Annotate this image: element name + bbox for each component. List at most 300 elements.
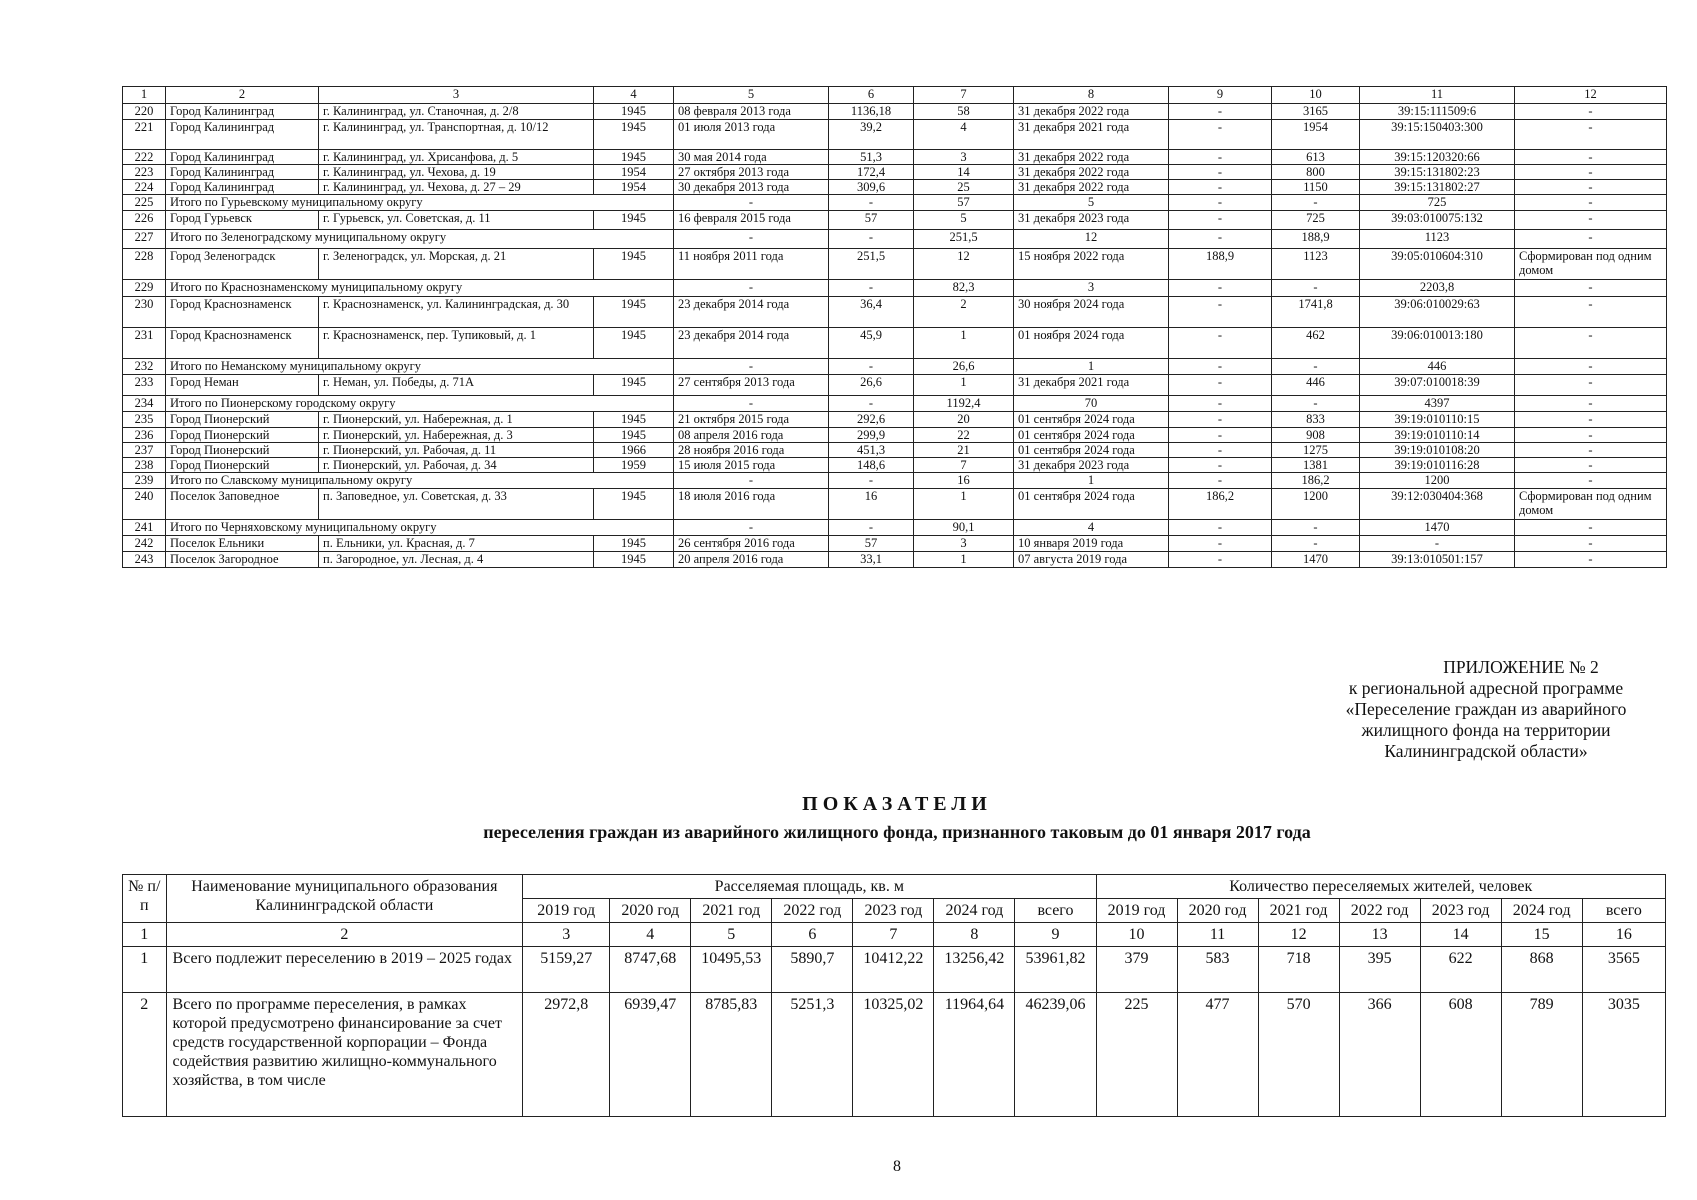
table-cell: 31 декабря 2022 года: [1014, 104, 1169, 120]
area-value: 13256,42: [934, 947, 1015, 993]
column-number: 14: [1420, 923, 1501, 947]
table-cell: 3165: [1272, 104, 1360, 120]
table-cell: 186,2: [1169, 489, 1272, 520]
table-cell: 1945: [594, 552, 674, 568]
table-cell: -: [674, 359, 829, 375]
table-row: [123, 120, 1667, 150]
table-cell: -: [829, 230, 914, 249]
table-cell: 82,3: [914, 280, 1014, 297]
table-row: [123, 993, 1666, 1117]
table-cell: 243: [123, 552, 166, 568]
table-cell: -: [1169, 428, 1272, 443]
table-cell: -: [1272, 359, 1360, 375]
table-cell: -: [674, 230, 829, 249]
table-cell: -: [1515, 412, 1667, 428]
table-cell: -: [1515, 297, 1667, 328]
column-number: 6: [772, 923, 853, 947]
table-cell: 1470: [1272, 552, 1360, 568]
table-row: [123, 489, 1667, 520]
table-cell: 235: [123, 412, 166, 428]
year-header: 2021 год: [1258, 899, 1339, 923]
appendix-title: ПРИЛОЖЕНИЕ № 2: [1443, 657, 1599, 677]
table-cell: 39:15:131802:23: [1360, 165, 1515, 180]
appendix-line: к региональной адресной программе: [1348, 678, 1624, 698]
table-cell: -: [1515, 458, 1667, 473]
subtotal-label: Итого по Зеленоградскому муниципальному округу: [166, 230, 674, 249]
table-cell: -: [1169, 280, 1272, 297]
column-number: 5: [674, 87, 829, 104]
column-number: 12: [1258, 923, 1339, 947]
table-cell: 239: [123, 473, 166, 489]
table-cell: -: [1169, 297, 1272, 328]
table-cell: г. Калининград, ул. Транспортная, д. 10/12: [319, 120, 594, 150]
table-cell: 240: [123, 489, 166, 520]
table-cell: 3: [1014, 280, 1169, 297]
table-cell: 613: [1272, 150, 1360, 165]
table-cell: -: [1515, 180, 1667, 195]
column-number: 1: [123, 87, 166, 104]
column-number-row: [123, 87, 1667, 104]
table-cell: 1192,4: [914, 396, 1014, 412]
subtotal-label: Итого по Славскому муниципальному округу: [166, 473, 674, 489]
table-cell: Город Калининград: [166, 104, 319, 120]
appendix-line: жилищного фонда на территории: [1361, 720, 1611, 740]
column-number: 9: [1169, 87, 1272, 104]
table-cell: г. Пионерский, ул. Набережная, д. 3: [319, 428, 594, 443]
subtotal-row: [123, 195, 1667, 211]
table-cell: 30 мая 2014 года: [674, 150, 829, 165]
table-cell: -: [1515, 328, 1667, 359]
table-cell: 33,1: [829, 552, 914, 568]
table-cell: 1: [914, 328, 1014, 359]
table-cell: 20 апреля 2016 года: [674, 552, 829, 568]
column-number: 16: [1582, 923, 1665, 947]
table-cell: -: [1169, 375, 1272, 396]
table-cell: 233: [123, 375, 166, 396]
page-subtitle: переселения граждан из аварийного жилищного фонда, признанного таковым до 01 января 2017 года: [483, 822, 1311, 842]
area-value: 10412,22: [853, 947, 934, 993]
subtotal-label: Итого по Черняховскому муниципальному округу: [166, 520, 674, 536]
table-cell: 1: [1014, 359, 1169, 375]
table-cell: 4: [1014, 520, 1169, 536]
table-cell: 148,6: [829, 458, 914, 473]
table-cell: 1945: [594, 489, 674, 520]
table-cell: 20: [914, 412, 1014, 428]
table-cell: 241: [123, 520, 166, 536]
table-cell: 292,6: [829, 412, 914, 428]
table-cell: 39:12:030404:368: [1360, 489, 1515, 520]
table-cell: 39:19:010108:20: [1360, 443, 1515, 458]
people-value: 477: [1177, 993, 1258, 1117]
table-cell: 232: [123, 359, 166, 375]
year-header: 2023 год: [853, 899, 934, 923]
table-cell: 309,6: [829, 180, 914, 195]
table-cell: 16 февраля 2015 года: [674, 211, 829, 230]
people-value: 3565: [1582, 947, 1665, 993]
column-number: 11: [1177, 923, 1258, 947]
table-cell: 57: [829, 211, 914, 230]
table-cell: -: [1169, 195, 1272, 211]
table-row: [123, 328, 1667, 359]
table-cell: 220: [123, 104, 166, 120]
table-cell: г. Гурьевск, ул. Советская, д. 11: [319, 211, 594, 230]
table-cell: 1741,8: [1272, 297, 1360, 328]
column-number: 3: [319, 87, 594, 104]
year-header: 2022 год: [1339, 899, 1420, 923]
table-cell: 27 октября 2013 года: [674, 165, 829, 180]
area-value: 53961,82: [1015, 947, 1096, 993]
year-header: 2023 год: [1420, 899, 1501, 923]
table-cell: -: [1272, 536, 1360, 552]
table-cell: 299,9: [829, 428, 914, 443]
table-cell: 39,2: [829, 120, 914, 150]
table-cell: 251,5: [829, 249, 914, 280]
table-cell: -: [1272, 520, 1360, 536]
table-cell: 1: [914, 552, 1014, 568]
table-cell: 1945: [594, 211, 674, 230]
table-cell: 800: [1272, 165, 1360, 180]
table-cell: -: [829, 520, 914, 536]
table-cell: -: [829, 280, 914, 297]
table-cell: 1150: [1272, 180, 1360, 195]
area-value: 5159,27: [523, 947, 610, 993]
header-area: Расселяемая площадь, кв. м: [523, 875, 1096, 899]
subtotal-label: Итого по Пионерскому городскому округу: [166, 396, 674, 412]
table-cell: 39:06:010029:63: [1360, 297, 1515, 328]
table-cell: 07 августа 2019 года: [1014, 552, 1169, 568]
table-row: [123, 428, 1667, 443]
table-cell: 58: [914, 104, 1014, 120]
people-value: 570: [1258, 993, 1339, 1117]
header-num: № п/п: [123, 875, 167, 923]
column-number: 6: [829, 87, 914, 104]
table-cell: 31 декабря 2023 года: [1014, 211, 1169, 230]
table-cell: 39:19:010110:15: [1360, 412, 1515, 428]
table-cell: 1945: [594, 328, 674, 359]
subtotal-row: [123, 230, 1667, 249]
column-number: 2: [166, 923, 523, 947]
table-cell: 1470: [1360, 520, 1515, 536]
table-cell: -: [1515, 211, 1667, 230]
column-number: 13: [1339, 923, 1420, 947]
table-cell: 01 сентября 2024 года: [1014, 412, 1169, 428]
area-value: 8747,68: [610, 947, 691, 993]
table-row: [123, 165, 1667, 180]
table-cell: -: [829, 195, 914, 211]
table-cell: -: [1169, 552, 1272, 568]
subtotal-label: Итого по Гурьевскому муниципальному округу: [166, 195, 674, 211]
table-row: [123, 104, 1667, 120]
table-cell: 39:15:131802:27: [1360, 180, 1515, 195]
table-cell: -: [1515, 195, 1667, 211]
table-cell: 01 сентября 2024 года: [1014, 443, 1169, 458]
people-value: 608: [1420, 993, 1501, 1117]
table-cell: 18 июля 2016 года: [674, 489, 829, 520]
table-cell: Город Калининград: [166, 180, 319, 195]
table-row: [123, 297, 1667, 328]
table-row: [123, 412, 1667, 428]
table-cell: -: [1169, 443, 1272, 458]
table-cell: 1123: [1272, 249, 1360, 280]
people-value: 366: [1339, 993, 1420, 1117]
table-row: [123, 375, 1667, 396]
column-number: 10: [1096, 923, 1177, 947]
table-cell: 1966: [594, 443, 674, 458]
table-cell: Город Пионерский: [166, 412, 319, 428]
column-number: 4: [594, 87, 674, 104]
table-cell: 1123: [1360, 230, 1515, 249]
table-cell: 21: [914, 443, 1014, 458]
table-cell: 12: [1014, 230, 1169, 249]
table-cell: -: [1515, 428, 1667, 443]
area-value: 5890,7: [772, 947, 853, 993]
table-cell: -: [1515, 280, 1667, 297]
table-row: [123, 211, 1667, 230]
table-cell: 39:03:010075:132: [1360, 211, 1515, 230]
table-cell: 01 сентября 2024 года: [1014, 428, 1169, 443]
table-cell: 1954: [594, 165, 674, 180]
table-cell: 57: [829, 536, 914, 552]
year-header: 2022 год: [772, 899, 853, 923]
table-cell: -: [1169, 328, 1272, 359]
table-cell: 1: [1014, 473, 1169, 489]
table-row: [123, 458, 1667, 473]
subtotal-label: Итого по Краснознаменскому муниципальному округу: [166, 280, 674, 297]
table-cell: Город Гурьевск: [166, 211, 319, 230]
table-cell: п. Загородное, ул. Лесная, д. 4: [319, 552, 594, 568]
table-cell: 12: [914, 249, 1014, 280]
table-cell: Поселок Загородное: [166, 552, 319, 568]
table-cell: -: [1169, 412, 1272, 428]
table-cell: 30 ноября 2024 года: [1014, 297, 1169, 328]
table-cell: 70: [1014, 396, 1169, 412]
table-cell: -: [1515, 150, 1667, 165]
subtotal-row: [123, 396, 1667, 412]
appendix-heading: [1300, 657, 1672, 762]
column-number: 15: [1501, 923, 1582, 947]
table-cell: г. Пионерский, ул. Рабочая, д. 34: [319, 458, 594, 473]
table-cell: -: [829, 396, 914, 412]
table-cell: 39:15:111509:6: [1360, 104, 1515, 120]
table-cell: 45,9: [829, 328, 914, 359]
column-number: 12: [1515, 87, 1667, 104]
column-number: 11: [1360, 87, 1515, 104]
table-cell: Город Неман: [166, 375, 319, 396]
column-number: 2: [166, 87, 319, 104]
people-value: 718: [1258, 947, 1339, 993]
area-value: 5251,3: [772, 993, 853, 1117]
table-cell: 2: [914, 297, 1014, 328]
subtotal-row: [123, 520, 1667, 536]
table-cell: -: [1515, 520, 1667, 536]
table-cell: Поселок Ельники: [166, 536, 319, 552]
indicators-table: [122, 874, 1666, 1117]
table-cell: 36,4: [829, 297, 914, 328]
table-cell: 39:19:010110:14: [1360, 428, 1515, 443]
table-cell: 30 декабря 2013 года: [674, 180, 829, 195]
table-cell: 1136,18: [829, 104, 914, 120]
table-cell: 26 сентября 2016 года: [674, 536, 829, 552]
table-row: [123, 150, 1667, 165]
table-cell: 231: [123, 328, 166, 359]
table-cell: 7: [914, 458, 1014, 473]
header-row-numbers: [123, 923, 1666, 947]
row-number: 2: [123, 993, 167, 1117]
table-row: [123, 249, 1667, 280]
table-cell: 57: [914, 195, 1014, 211]
table-cell: 725: [1360, 195, 1515, 211]
table-cell: 1945: [594, 120, 674, 150]
table-cell: 725: [1272, 211, 1360, 230]
table-cell: 1: [914, 375, 1014, 396]
table-cell: -: [1169, 165, 1272, 180]
table-cell: Город Пионерский: [166, 428, 319, 443]
table-cell: -: [674, 473, 829, 489]
table-cell: -: [1169, 150, 1272, 165]
table-cell: -: [1515, 359, 1667, 375]
table-cell: 228: [123, 249, 166, 280]
table-cell: -: [1169, 520, 1272, 536]
table-cell: 39:19:010116:28: [1360, 458, 1515, 473]
table-cell: Город Калининград: [166, 165, 319, 180]
table-cell: 23 декабря 2014 года: [674, 328, 829, 359]
table-cell: 39:07:010018:39: [1360, 375, 1515, 396]
column-number: 1: [123, 923, 167, 947]
table-cell: 28 ноября 2016 года: [674, 443, 829, 458]
table-cell: 14: [914, 165, 1014, 180]
people-value: 395: [1339, 947, 1420, 993]
table-cell: 1959: [594, 458, 674, 473]
table-cell: 01 ноября 2024 года: [1014, 328, 1169, 359]
column-number: 7: [914, 87, 1014, 104]
people-value: 3035: [1582, 993, 1665, 1117]
table-cell: 1200: [1272, 489, 1360, 520]
table-cell: -: [674, 396, 829, 412]
table-cell: 15 ноября 2022 года: [1014, 249, 1169, 280]
table-cell: 242: [123, 536, 166, 552]
table-cell: 01 июля 2013 года: [674, 120, 829, 150]
table-cell: 226: [123, 211, 166, 230]
table-cell: 251,5: [914, 230, 1014, 249]
table-cell: 1200: [1360, 473, 1515, 489]
table-cell: 5: [914, 211, 1014, 230]
table-cell: -: [1169, 120, 1272, 150]
table-cell: г. Зеленоградск, ул. Морская, д. 21: [319, 249, 594, 280]
table-cell: 221: [123, 120, 166, 150]
table-cell: -: [1515, 443, 1667, 458]
table-cell: Город Калининград: [166, 120, 319, 150]
table-cell: -: [829, 473, 914, 489]
table-cell: 3: [914, 150, 1014, 165]
table-cell: 833: [1272, 412, 1360, 428]
table-cell: 90,1: [914, 520, 1014, 536]
year-header: 2019 год: [1096, 899, 1177, 923]
table-cell: 4: [914, 120, 1014, 150]
table-cell: 172,4: [829, 165, 914, 180]
column-number: 4: [610, 923, 691, 947]
table-cell: 1945: [594, 412, 674, 428]
table-cell: Город Калининград: [166, 150, 319, 165]
table-cell: г. Калининград, ул. Станочная, д. 2/8: [319, 104, 594, 120]
area-value: 10325,02: [853, 993, 934, 1117]
table-cell: 227: [123, 230, 166, 249]
year-header: 2024 год: [934, 899, 1015, 923]
table-cell: -: [1169, 396, 1272, 412]
table-cell: г. Неман, ул. Победы, д. 71А: [319, 375, 594, 396]
table-cell: 908: [1272, 428, 1360, 443]
column-number: 8: [1014, 87, 1169, 104]
table-cell: -: [1515, 230, 1667, 249]
table-cell: 10 января 2019 года: [1014, 536, 1169, 552]
table-cell: п. Заповедное, ул. Советская, д. 33: [319, 489, 594, 520]
area-value: 2972,8: [523, 993, 610, 1117]
table-cell: Сформирован под одним домом: [1515, 249, 1667, 280]
table-cell: Город Краснознаменск: [166, 297, 319, 328]
table-cell: -: [1272, 396, 1360, 412]
table-cell: -: [1515, 104, 1667, 120]
table-cell: -: [1515, 536, 1667, 552]
table-cell: -: [1515, 473, 1667, 489]
table-cell: 1381: [1272, 458, 1360, 473]
table-cell: 462: [1272, 328, 1360, 359]
table-row: [123, 180, 1667, 195]
table-cell: -: [1515, 375, 1667, 396]
table-cell: 22: [914, 428, 1014, 443]
table-cell: 39:06:010013:180: [1360, 328, 1515, 359]
table-cell: 451,3: [829, 443, 914, 458]
column-number: 8: [934, 923, 1015, 947]
table-cell: 225: [123, 195, 166, 211]
table-cell: 230: [123, 297, 166, 328]
housing-list-table: [122, 86, 1667, 568]
table-cell: -: [1169, 458, 1272, 473]
table-cell: 31 декабря 2022 года: [1014, 150, 1169, 165]
area-value: 6939,47: [610, 993, 691, 1117]
table-cell: Город Зеленоградск: [166, 249, 319, 280]
year-header: 2021 год: [691, 899, 772, 923]
header-people: Количество переселяемых жителей, человек: [1096, 875, 1666, 899]
row-name: Всего подлежит переселению в 2019 – 2025 годах: [166, 947, 523, 993]
table-cell: 1945: [594, 375, 674, 396]
table-cell: Город Пионерский: [166, 443, 319, 458]
table-cell: 1954: [1272, 120, 1360, 150]
page-title: ПОКАЗАТЕЛИ: [802, 793, 992, 815]
year-header: всего: [1582, 899, 1665, 923]
table-cell: 39:15:120320:66: [1360, 150, 1515, 165]
people-value: 868: [1501, 947, 1582, 993]
row-number: 1: [123, 947, 167, 993]
table-cell: -: [674, 280, 829, 297]
table-cell: 237: [123, 443, 166, 458]
table-cell: 01 сентября 2024 года: [1014, 489, 1169, 520]
table-cell: -: [1169, 211, 1272, 230]
year-header: 2020 год: [1177, 899, 1258, 923]
table-cell: Город Краснознаменск: [166, 328, 319, 359]
table-cell: -: [1515, 396, 1667, 412]
table-cell: 25: [914, 180, 1014, 195]
table-cell: 27 сентября 2013 года: [674, 375, 829, 396]
table-cell: 11 ноября 2011 года: [674, 249, 829, 280]
table-cell: 2203,8: [1360, 280, 1515, 297]
table-cell: 5: [1014, 195, 1169, 211]
table-cell: 1945: [594, 150, 674, 165]
table-cell: 229: [123, 280, 166, 297]
table-cell: г. Калининград, ул. Чехова, д. 19: [319, 165, 594, 180]
table-cell: г. Пионерский, ул. Рабочая, д. 11: [319, 443, 594, 458]
year-header: 2019 год: [523, 899, 610, 923]
table-cell: 186,2: [1272, 473, 1360, 489]
people-value: 379: [1096, 947, 1177, 993]
